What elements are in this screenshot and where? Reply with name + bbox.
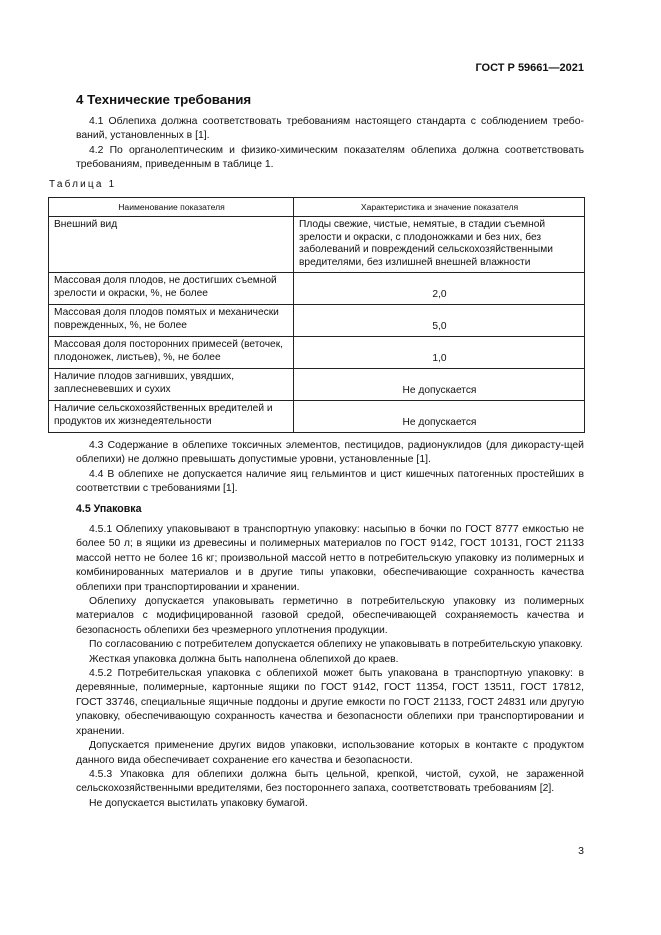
paragraph-4-1: 4.1 Облепиха должна соответствовать требованиям настоящего стандарта с соблюдением требо-ваний, установленных в [1]. [76, 116, 584, 142]
paragraph-4-5-2: 4.5.2 Потребительская упаковка с облепихой может быть упакована в транспортную упаковку: в деревянные, полимерные, картонные ящики по ГОСТ 9142, ГОСТ 11354, ГОСТ 13511, ГОСТ 17812, ГОСТ 33746, специальные ящичные поддоны и другие емкости по ГОСТ 21133, ГОСТ 24831 или другую упаковку, обеспечивающую сохранность качества и безопасности облепихи при транспортировании и хранении. [76, 668, 584, 737]
paragraph: Допускается применение других видов упаковки, использование которых в контакте с продуктом данного вида обеспечивает сохранение его качества и безопасности. [76, 740, 584, 766]
table-row [49, 368, 585, 400]
indicator-cell: Внешний вид [49, 216, 294, 272]
column-header-indicator: Наименование показателя [49, 198, 294, 217]
table-row [49, 272, 585, 304]
paragraph-4-5-1: 4.5.1 Облепиху упаковывают в транспортную упаковку: насыпью в бочки по ГОСТ 8777 емкостью не более 50 л; в ящики из древесины и полимерных материалов по ГОСТ 9142, ГОСТ 10131, ГОСТ 21133 массой нетто не более 16 кг; произвольной массой нетто в потребительскую упаковку из полимерных и комбинированных материалов и в другие типы упаковки, обеспечивающие сохранность качества облепихи при транспортировании и хранении. [76, 524, 584, 593]
indicator-cell: Массовая доля плодов помятых и механически поврежденных, %, не более [49, 304, 294, 336]
paragraph: Жесткая упаковка должна быть наполнена облепихой до краев. [89, 653, 399, 665]
value-cell: Не допускается [294, 368, 585, 400]
middle-text [76, 439, 584, 497]
column-header-value: Характеристика и значение показателя [294, 198, 585, 217]
value-cell: Плоды свежие, чистые, немятые, в стадии съемной зрелости и окраски, с плодоножками и без них, без заболеваний и повреждений сельскохозяйственными вредителями, без излишней внешней влажности [294, 216, 585, 272]
packaging-text [76, 523, 584, 811]
value-cell: 2,0 [294, 272, 585, 304]
page-number: 3 [578, 845, 584, 857]
indicator-cell: Массовая доля посторонних примесей (веточек, плодоножек, листьев), %, не более [49, 336, 294, 368]
table-header-row [49, 198, 585, 217]
value-cell: 1,0 [294, 336, 585, 368]
table-row [49, 400, 585, 432]
paragraph: Не допускается выстилать упаковку бумагой. [89, 797, 308, 809]
paragraph: По согласованию с потребителем допускается облепиху не упаковывать в потребительскую упаковку. [89, 639, 583, 651]
table-row [49, 304, 585, 336]
paragraph-4-4: 4.4 В облепихе не допускается наличие яиц гельминтов и цист кишечных патогенных простейших в соответствии с требованиями [1]. [76, 468, 584, 495]
table-row [49, 336, 585, 368]
indicator-cell: Наличие плодов загнивших, увядших, заплесневевших и сухих [49, 368, 294, 400]
indicator-cell: Массовая доля плодов, не достигших съемной зрелости и окраски, %, не более [49, 272, 294, 304]
paragraph: Облепиху допускается упаковывать герметично в потребительскую упаковку из полимерных материалов с модифицированной газовой средой, обеспечивающей сохраняемость качества и безопасность облепихи без чрезмерного уплотнения продукции. [76, 596, 584, 636]
paragraph-4-2: 4.2 По органолептическим и физико-химическим показателям облепиха должна соответствовать требованиям, приведенным в таблице 1. [76, 144, 584, 171]
paragraph-4-5-3: 4.5.3 Упаковка для облепихи должна быть цельной, крепкой, чистой, сухой, не зараженной сельскохозяйственными вредителями, без постороннего запаха, соответствовать требованиям [2]. [76, 768, 584, 795]
indicator-cell: Наличие сельскохозяйственных вредителей и продуктов их жизнедеятельности [49, 400, 294, 432]
section-title: 4 Технические требования [76, 92, 252, 107]
value-cell: Не допускается [294, 400, 585, 432]
requirements-table [48, 197, 585, 433]
value-cell: 5,0 [294, 304, 585, 336]
table-caption: Таблица 1 [49, 179, 117, 190]
paragraph-4-3: 4.3 Содержание в облепихе токсичных элементов, пестицидов, радионуклидов (для дикорасту-щей облепихи) не должно превышать допустимые уровни, установленные [1]. [76, 440, 584, 466]
intro-text [76, 115, 584, 173]
table-row [49, 216, 585, 272]
subsection-title: 4.5 Упаковка [76, 503, 142, 515]
standard-number: ГОСТ Р 59661—2021 [475, 62, 584, 74]
